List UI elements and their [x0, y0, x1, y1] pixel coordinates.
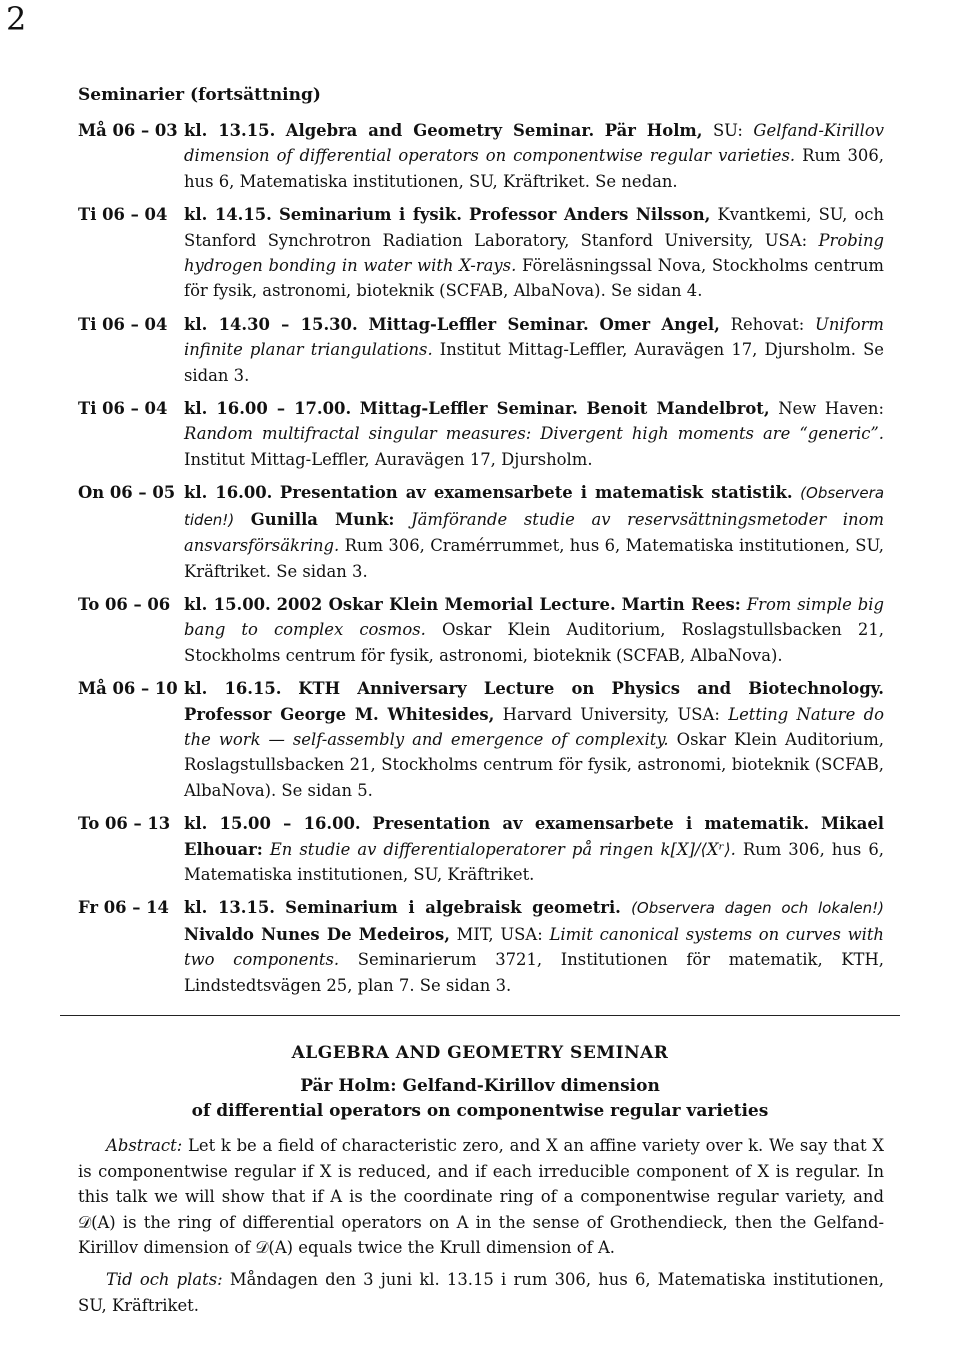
entry-affiliation: Rehovat:: [730, 314, 805, 334]
entry-body: [184, 312, 884, 388]
abstract-title-line: of differential operators on componentwise regular varieties: [191, 1101, 769, 1121]
entry-speaker: Professor Anders Nilsson,: [469, 205, 711, 225]
entry-affiliation: Harvard University, USA:: [502, 704, 720, 724]
entry-talk: Probing hydrogen bonding in water with X-rays.: [184, 230, 884, 276]
entry-speaker: Professor George M. Whitesides,: [184, 704, 495, 724]
entry-title: KTH Anniversary Lecture on Physics and Biotechnology.: [298, 679, 885, 699]
entry-speaker: Martin Rees:: [621, 594, 741, 614]
entry-time: kl. 16.00.: [184, 483, 273, 503]
entry-affiliation: Kvantkemi, SU, och Stanford Synchrotron Radiation Laboratory, Stanford University, USA:: [184, 205, 884, 250]
entry-place: Oskar Klein Auditorium, Roslagstullsbacken 21, Stockholms centrum för fysik, astronomi, bioteknik (SCFAB, AlbaNova). Se sidan 5.: [184, 729, 884, 800]
entry-place: Rum 306, Cramérrummet, hus 6, Matematiska institutionen, SU, Kräftriket. Se sidan 3.: [184, 536, 884, 581]
entry-time: kl. 15.00 – 16.00.: [184, 814, 361, 834]
page-number: 2: [6, 0, 27, 38]
abstract-paragraph: [78, 1133, 884, 1261]
entry-body: [184, 592, 884, 668]
entry-title: Mittag-Leffler Seminar.: [368, 314, 589, 334]
entry-affiliation: New Haven:: [778, 399, 885, 419]
entry-date: Må 06 – 03: [78, 121, 178, 140]
entry-body: [184, 396, 884, 472]
abstract-label: Abstract:: [106, 1136, 183, 1155]
entry-title: Mittag-Leffler Seminar.: [359, 399, 578, 419]
entry-time: kl. 16.15.: [184, 679, 282, 699]
entry-title: Seminarium i algebraisk geometri.: [285, 898, 621, 918]
entry-note: (Observera dagen och lokalen!): [631, 899, 884, 918]
entry-place: Rum 306, hus 6, Matematiska institutionen, SU, Kräftriket. Se nedan.: [184, 146, 884, 191]
entry-body: [184, 895, 884, 998]
entry-talk: Jämförande studie av reservsättningsmetoder inom ansvarsförsäkring.: [184, 509, 885, 556]
abstract-place-label: Tid och plats:: [106, 1270, 223, 1289]
seminar-entry: [78, 895, 884, 998]
entry-title: Presentation av examensarbete i matematisk statistik.: [279, 483, 793, 503]
entry-speaker: Benoit Mandelbrot,: [586, 399, 770, 419]
entry-body: [184, 676, 884, 803]
entry-talk: From simple big bang to complex cosmos.: [184, 594, 884, 640]
entry-date: Fr 06 – 14: [78, 898, 169, 918]
entry-speaker: Nivaldo Nunes De Medeiros,: [184, 924, 450, 944]
abstract-place-paragraph: [78, 1267, 884, 1318]
abstract-heading: ALGEBRA AND GEOMETRY SEMINAR: [291, 1043, 669, 1063]
entry-time: kl. 13.15.: [184, 898, 275, 918]
entry-speaker: Pär Holm,: [604, 121, 703, 140]
entry-place: Rum 306, hus 6, Matematiska institutionen, SU, Kräftriket.: [184, 839, 884, 884]
entry-title: Algebra and Geometry Seminar.: [285, 121, 595, 140]
abstract-text: Let k be a field of characteristic zero, and X an affine variety over k. We say that X is componentwise regular if X is reduced, and if each irreducible component of X is regular. In this talk we will show that if A is the coordinate ring of a componentwise regular variety, and 𝒟(A) is the ring of differential operators on A in the sense of Grothendieck, then the Gelfand-Kirillov dimension of 𝒟(A) equals twice the Krull dimension of A.: [78, 1136, 884, 1258]
entry-affiliation: SU:: [712, 121, 743, 140]
seminar-entry: [78, 312, 884, 388]
entry-place: Institut Mittag-Leffler, Auravägen 17, Djursholm. Se sidan 3.: [184, 340, 884, 385]
entry-talk: En studie av differentialoperatorer på ringen k[X]/⟨Xʳ⟩.: [269, 839, 736, 859]
entry-place: Institut Mittag-Leffler, Auravägen 17, Djursholm.: [184, 449, 593, 469]
entry-time: kl. 15.00.: [184, 594, 271, 614]
entry-note: (Observera tiden!): [184, 484, 885, 529]
entry-place: Seminarierum 3721, Institutionen för matematik, KTH, Lindstedtsvägen 25, plan 7. Se sidan 3.: [184, 950, 884, 995]
entry-time: kl. 13.15.: [184, 121, 276, 140]
entry-talk: Limit canonical systems on curves with two components.: [184, 924, 884, 970]
seminar-entry: [78, 592, 884, 668]
section-divider: [60, 1015, 900, 1016]
seminar-entry: [78, 480, 884, 584]
seminar-entry: [78, 202, 884, 304]
entry-speaker: Omer Angel,: [599, 314, 720, 334]
abstract-title-line: Pär Holm: Gelfand-Kirillov dimension: [300, 1076, 660, 1096]
entry-time: kl. 16.00 – 17.00.: [184, 399, 352, 419]
entry-body: [184, 480, 884, 584]
entry-affiliation: MIT, USA:: [456, 924, 543, 944]
entry-speaker: Mikael Elhouar:: [184, 814, 884, 859]
entry-talk: Random multifractal singular measures: Divergent high moments are “generic”.: [184, 424, 884, 444]
entry-title: Presentation av examensarbete i matematik.: [372, 814, 810, 834]
seminar-entry: [78, 811, 884, 887]
abstract-title: [0, 1074, 960, 1124]
abstract-place-text: Måndagen den 3 juni kl. 13.15 i rum 306, hus 6, Matematiska institutionen, SU, Kräftriket.: [78, 1270, 884, 1315]
entry-body: [184, 202, 884, 304]
entry-talk: Gelfand-Kirillov dimension of differential operators on componentwise regular varieties.: [184, 121, 885, 166]
entry-date: Ti 06 – 04: [78, 399, 168, 419]
entry-speaker: Gunilla Munk:: [250, 509, 395, 529]
entry-date: To 06 – 06: [78, 594, 171, 614]
section-title: Seminarier (fortsättning): [78, 85, 321, 105]
entry-time: kl. 14.30 – 15.30.: [184, 314, 358, 334]
seminar-list: [78, 118, 884, 1006]
entry-date: Må 06 – 10: [78, 679, 178, 699]
entry-place: Föreläsningssal Nova, Stockholms centrum för fysik, astronomi, bioteknik (SCFAB, AlbaNova). Se sidan 4.: [184, 256, 884, 301]
entry-time: kl. 14.15.: [184, 205, 272, 225]
entry-title: 2002 Oskar Klein Memorial Lecture.: [276, 594, 616, 614]
entry-body: [184, 118, 884, 194]
entry-talk: Letting Nature do the work — self-assembly and emergence of complexity.: [184, 704, 885, 749]
seminar-entry: [78, 118, 884, 194]
entry-date: To 06 – 13: [78, 814, 171, 834]
entry-date: On 06 – 05: [78, 483, 176, 503]
entry-date: Ti 06 – 04: [78, 205, 168, 225]
entry-place: Oskar Klein Auditorium, Roslagstullsbacken 21, Stockholms centrum för fysik, astronomi, bioteknik (SCFAB, AlbaNova).: [184, 620, 884, 665]
seminar-entry: [78, 396, 884, 472]
entry-date: Ti 06 – 04: [78, 314, 168, 334]
entry-title: Seminarium i fysik.: [278, 205, 462, 225]
entry-talk: Uniform infinite planar triangulations.: [184, 314, 884, 360]
abstract-body: [78, 1133, 884, 1261]
abstract-time-place: [78, 1267, 884, 1318]
entry-body: [184, 811, 884, 887]
seminar-entry: [78, 676, 884, 803]
